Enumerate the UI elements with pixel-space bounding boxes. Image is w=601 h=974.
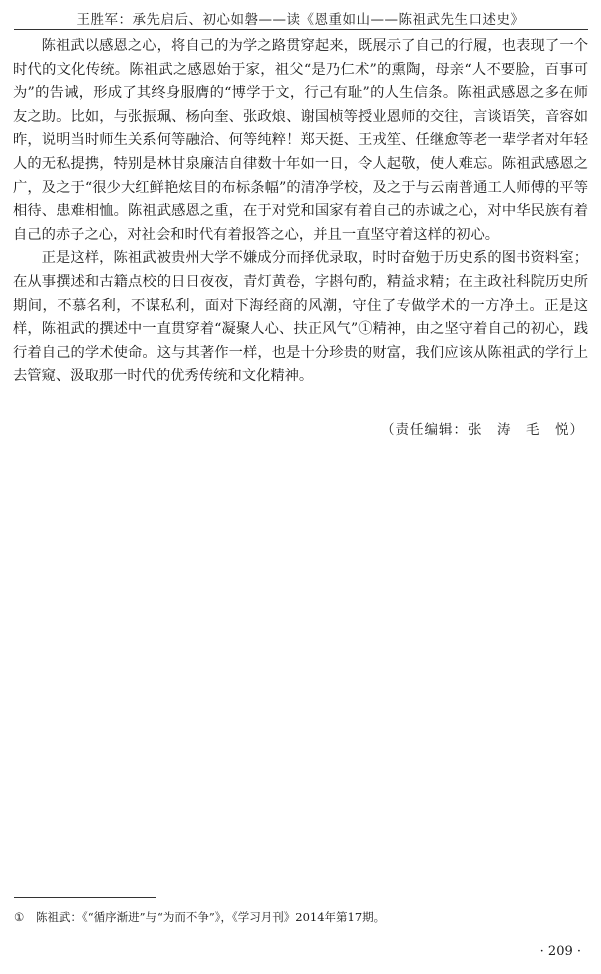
header-divider (14, 29, 588, 30)
article-body (13, 35, 588, 389)
running-header: 王胜军：承先启后、初心如磐——读《恩重如山——陈祖武先生口述史》 (76, 12, 525, 28)
footnote-divider (14, 897, 156, 898)
body-paragraph: 陈祖武以感恩之心，将自己的为学之路贯穿起来，既展示了自己的行履，也表现了一个时代的文化传统。陈祖武之感恩始于家，祖父“是乃仁术”的熏陶，母亲“人不要脸，百事可为”的告诫，形成了其终身服膺的“博学于文，行己有耻”的人生信条。陈祖武感恩之多在师友之助。比如，与张振珮、杨向奎、张政烺、谢国桢等授业恩师的交往，言谈语笑，音容如昨，说明当时师生关系何等融洽、何等纯粹！郑天挺、王戎笙、任继愈等老一辈学者对年轻人的无私提携，特别是林甘泉廉洁自律数十年如一日，令人起敬，使人难忘。陈祖武感恩之广，及之于“很少大红鲜艳炫目的布标条幅”的清净学校，及之于与云南普通工人师傅的平等相待、患难相恤。陈祖武感恩之重，在于对党和国家有着自己的赤诚之心，对中华民族有着自己的赤子之心，对社会和时代有着报答之心，并且一直坚守着这样的初心。 (13, 38, 588, 243)
footnote (14, 909, 588, 925)
page-number: · 209 · (539, 944, 581, 959)
editor-credit: （责任编辑：张 涛 毛 悦） (381, 422, 584, 438)
body-paragraph: 正是这样，陈祖武被贵州大学不嫌成分而择优录取，时时奋勉于历史系的图书资料室；在从事撰述和古籍点校的日日夜夜，青灯黄卷，字斟句酌，精益求精；在主政社科院历史所期间，不慕名利，不谋私利，面对下海经商的风潮，守住了专做学术的一方净土。正是这样，陈祖武的撰述中一直贯穿着“凝聚人心、扶正风气”①精神，由之坚守着自己的初心，践行着自己的学术使命。这与其著作一样，也是十分珍贵的财富，我们应该从陈祖武的学行上去管窥、汲取那一时代的优秀传统和文化精神。 (13, 250, 588, 385)
footnote-text: 陈祖武：《“循序渐进”与“为而不争”》，《学习月刊》2014年第17期。 (36, 910, 386, 924)
footnote-marker: ① (14, 910, 25, 924)
